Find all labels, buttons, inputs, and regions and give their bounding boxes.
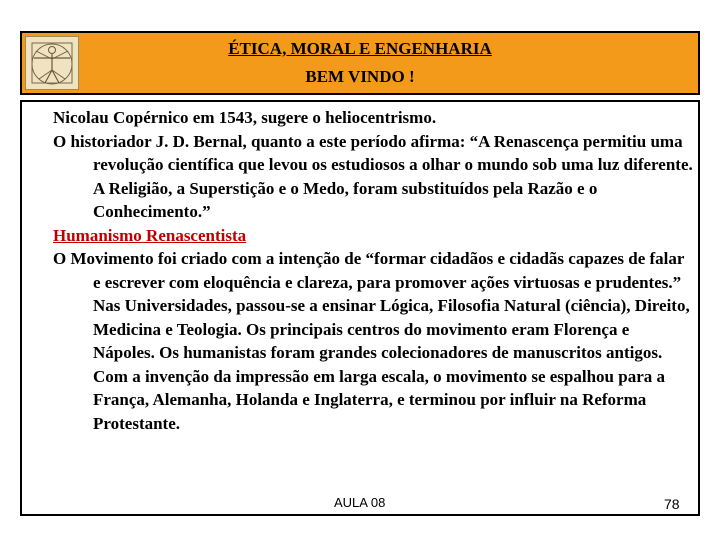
humanismo-link[interactable]: Humanismo Renascentista	[53, 225, 247, 245]
link-paragraph	[53, 224, 693, 248]
paragraph-bernal: O historiador J. D. Bernal, quanto a este período afirma: “A Renascença permitiu uma revolução científica que levou os estudiosos a olhar o mundo sob uma luz diferente. A Religião, a Superstição e o Medo, foram substituídos pela Razão e o Conhecimento.”	[53, 131, 693, 221]
paragraph-copernicus: Nicolau Copérnico em 1543, sugere o heliocentrismo.	[53, 108, 437, 127]
content-box	[20, 100, 700, 516]
header-title: ÉTICA, MORAL E ENGENHARIA	[228, 39, 492, 58]
page-number: 78	[664, 496, 680, 512]
footer-lesson-label: AULA 08	[334, 495, 386, 510]
paragraph-movimento: O Movimento foi criado com a intenção de “formar cidadãos e cidadãs capazes de falar e escrever com eloquência e clareza, para promover ações virtuosas e prudentes.” Nas Universidades, passou-se a ensinar Lógica, Filosofia Natural (ciência), Direito, Medicina e Teologia. Os principais centros do movimento eram Florença e Nápoles. Os humanistas foram grandes colecionadores de manuscritos antigos. Com a invenção da impressão em larga escala, o movimento se espalhou para a França, Alemanha, Holanda e Inglaterra, e terminou por influir na Reforma Protestante.	[53, 249, 690, 433]
slide-header	[20, 31, 700, 95]
header-subtitle: BEM VINDO !	[305, 67, 415, 86]
content-text	[53, 106, 693, 435]
